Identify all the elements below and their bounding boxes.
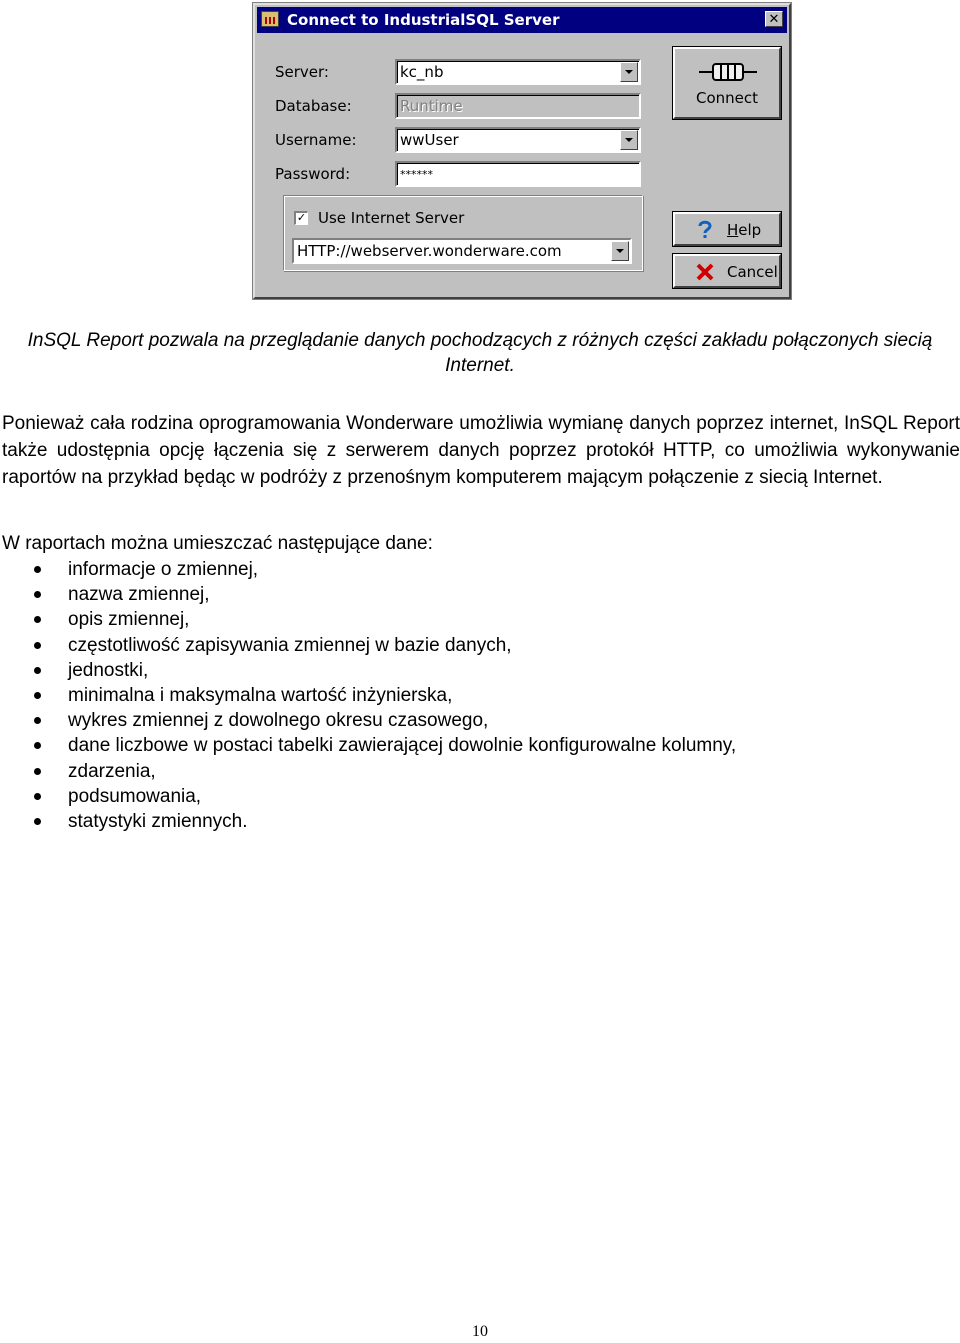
server-dropdown-button[interactable]: [620, 62, 638, 82]
list-item-text: dane liczbowe w postaci tabelki zawierającej dowolnie konfigurowalne kolumny,: [68, 735, 737, 757]
list-item-text: informacje o zmiennej,: [68, 559, 259, 580]
cancel-x-icon: [695, 262, 715, 282]
bullet-icon: [34, 793, 41, 800]
database-field: [395, 93, 641, 119]
connect-dialog: [253, 3, 791, 299]
bullet-icon: [34, 642, 41, 649]
database-label: Database:: [275, 97, 352, 115]
connect-button[interactable]: [673, 47, 781, 119]
list-item-text: częstotliwość zapisywania zmiennej w bazie danych,: [68, 634, 512, 656]
help-question-icon: [695, 220, 715, 240]
internet-url-value: HTTP://webserver.wonderware.com: [297, 242, 562, 260]
list-item-text: jednostki,: [68, 659, 149, 681]
app-icon: [261, 11, 279, 27]
internet-server-group: [283, 195, 643, 271]
close-button[interactable]: ✕: [765, 11, 783, 27]
list-item: [0, 658, 736, 683]
help-label-rest: elp: [738, 221, 762, 239]
help-label: [727, 221, 761, 239]
list-item-text: minimalna i maksymalna wartość inżynierska,: [68, 684, 453, 706]
database-value: Runtime: [400, 97, 463, 115]
internet-url-combobox[interactable]: [292, 238, 632, 264]
bullet-icon: [34, 667, 41, 674]
connect-label: Connect: [695, 89, 759, 107]
list-item-text: wykres zmiennej z dowolnego okresu czasowego,: [68, 710, 489, 732]
bullet-icon: [34, 616, 41, 623]
list-item-text: nazwa zmiennej,: [68, 584, 210, 606]
username-value: wwUser: [400, 131, 459, 149]
use-internet-server-label[interactable]: Use Internet Server: [318, 209, 465, 227]
bullet-icon: [34, 742, 41, 749]
list-intro: W raportach można umieszczać następujące dane:: [2, 533, 433, 554]
bullet-icon: [34, 566, 41, 573]
help-button[interactable]: [673, 212, 781, 246]
bullet-icon: [34, 768, 41, 775]
bullet-icon: [34, 692, 41, 699]
use-internet-server-checkbox[interactable]: ✓: [294, 211, 308, 225]
cancel-label: Cancel: [727, 263, 778, 281]
list-item: [0, 683, 736, 708]
internet-url-dropdown-button[interactable]: [611, 241, 629, 261]
cancel-button[interactable]: [673, 254, 781, 288]
password-value: ******: [400, 168, 433, 181]
server-value: kc_nb: [400, 63, 444, 81]
server-label: Server:: [275, 63, 329, 81]
dialog-titlebar[interactable]: [257, 7, 787, 33]
bullet-icon: [34, 818, 41, 825]
list-item-text: podsumowania,: [68, 785, 202, 807]
feature-list: [0, 557, 736, 834]
dialog-title: Connect to IndustrialSQL Server: [287, 11, 560, 29]
list-item: [0, 582, 736, 607]
plug-connector-icon: [699, 61, 757, 83]
password-label: Password:: [275, 165, 351, 183]
list-item: [0, 759, 736, 784]
bullet-icon: [34, 591, 41, 598]
username-dropdown-button[interactable]: [620, 130, 638, 150]
figure-caption: InSQL Report pozwala na przeglądanie danych pochodzących z różnych części zakładu połączonych siecią Internet.: [27, 330, 933, 376]
username-label: Username:: [275, 131, 357, 149]
list-item: [0, 708, 736, 733]
password-input[interactable]: [395, 161, 641, 187]
list-item-text: zdarzenia,: [68, 760, 156, 782]
server-combobox[interactable]: [395, 59, 641, 85]
body-paragraph: Ponieważ cała rodzina oprogramowania Wonderware umożliwia wymianę danych poprzez internet, InSQL Report także udostępnia opcję łączenia się z serwerem danych poprzez protokół HTTP, co umożliwia wykonywanie raportów na przykład będąc w podróży z przenośnym komputerem mającym połączenie z siecią Internet.: [2, 413, 960, 488]
list-item-text: statystyki zmiennych.: [68, 810, 248, 832]
list-item: [0, 607, 736, 632]
bullet-icon: [34, 717, 41, 724]
page-number: 10: [472, 1323, 488, 1340]
list-item: [0, 733, 736, 758]
list-item: [0, 557, 736, 582]
list-item: [0, 633, 736, 658]
list-item: [0, 809, 736, 834]
username-combobox[interactable]: [395, 127, 641, 153]
list-item: [0, 784, 736, 809]
help-hotkey: H: [727, 221, 739, 239]
list-item-text: opis zmiennej,: [68, 609, 190, 631]
